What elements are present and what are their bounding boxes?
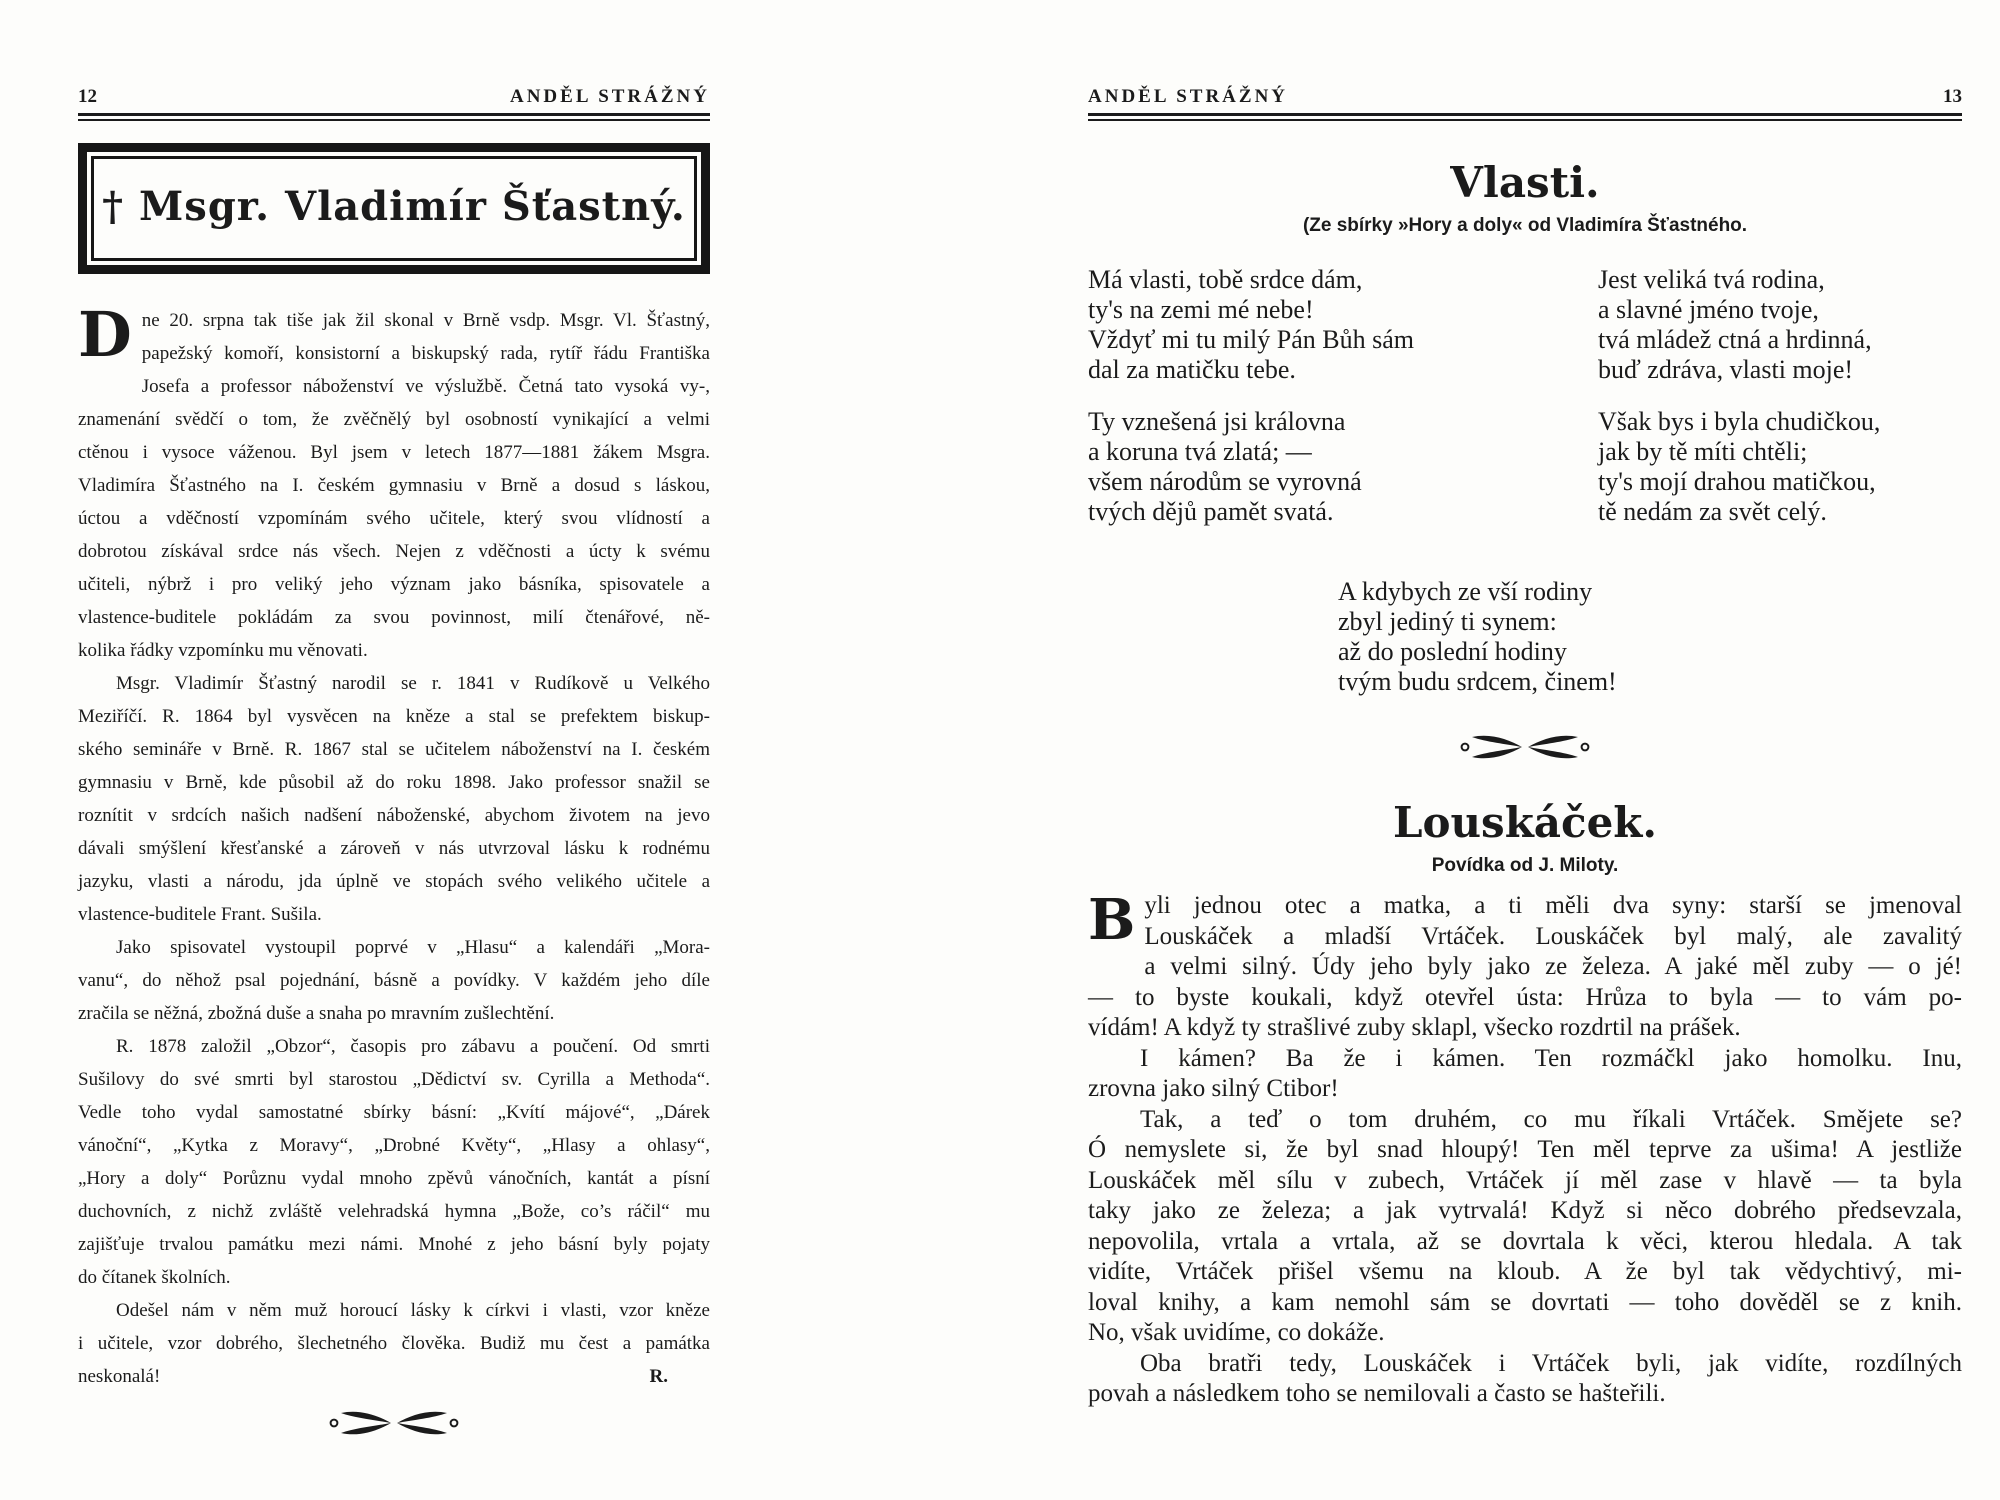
- text-line: do čítanek školních.: [78, 1267, 231, 1288]
- story-title: Louskáček.: [1392, 798, 1658, 847]
- text-line: yli jednou otec a matka, a ti měli dva syny: starší se jmenoval: [1144, 892, 1962, 919]
- text-line: dal za matičku tebe.: [1088, 355, 1296, 384]
- text-line: a velmi silný. Údy jeho byly jako ze železa. A jaké měl zuby — o jé!: [1144, 953, 1962, 980]
- story-paragraph: [1088, 1105, 1962, 1349]
- text-line: Msgr. Vladimír Šťastný narodil se r. 1841 v Rudíkově u Velkého: [116, 673, 710, 694]
- paragraph-lines: [78, 667, 710, 931]
- text-line: vídám! A když ty strašlivé zuby sklapl, všecko rozdrtil na prášek.: [1088, 1014, 1741, 1041]
- text-line: No, však uvidíme, co dokáže.: [1088, 1319, 1385, 1346]
- text-line: znamenání svědčí o tom, že zvěčnělý byl osobností vynikající a velmi: [78, 409, 710, 430]
- text-line: Sušilovy do své smrti byl starostou „Dědictví sv. Cyrilla a Methoda“.: [78, 1069, 710, 1090]
- dropcap-letter: D: [78, 298, 132, 371]
- text-line: ctěnou i vysoce váženou. Byl jsem v letech 1877—1881 žákem Msgra.: [78, 442, 710, 463]
- text-line: ského semináře v Brně. R. 1867 stal se učitelem náboženství na I. českém: [78, 739, 710, 760]
- text-line: učiteli, nýbrž i pro veliký jeho význam jako básníka, spisovatele a: [78, 574, 710, 595]
- dropcap-letter: B: [1088, 887, 1136, 953]
- article-paragraph: [78, 1030, 710, 1294]
- text-line: R. 1878 založil „Obzor“, časopis pro zábavu a poučení. Od smrti: [116, 1036, 710, 1057]
- text-line: kolika řádky vzpomínku mu věnovati.: [78, 640, 368, 661]
- page-number-left: 12: [78, 86, 97, 107]
- poem-stanza: [1088, 265, 1414, 385]
- text-line: gymnasiu v Brně, kde působil až do roku 1898. Jako professor snažil se: [78, 772, 710, 793]
- text-line: ne 20. srpna tak tiše jak žil skonal v Brně vsdp. Msgr. Vl. Šťastný,: [141, 310, 710, 331]
- text-line: povah a následkem toho se nemilovali a často se hašteřili.: [1088, 1380, 1666, 1407]
- text-line: zajišťuje trvalou památku mezi námi. Mnohé z jeho básní byly pojaty: [78, 1234, 710, 1255]
- text-line: Jest veliká tvá rodina,: [1598, 265, 1825, 294]
- memorial-box: [78, 143, 710, 274]
- text-line: I kámen? Ba že i kámen. Ten rozmáčkl jako homolku. Inu,: [1140, 1044, 1962, 1072]
- text-line: vánoční“, „Kytka z Moravy“, „Drobné Květy“, „Hlasy a ohlasy“,: [78, 1135, 710, 1156]
- text-line: jazyku, vlasti a národu, jda úplně ve stopách svého velikého učitele a: [78, 871, 710, 892]
- text-line: a koruna tvá zlatá; —: [1088, 437, 1312, 466]
- text-line: A kdybych ze vší rodiny: [1338, 577, 1593, 606]
- obituary-article: [78, 298, 710, 1393]
- text-line: Jako spisovatel vystoupil poprvé v „Hlasu“ a kalendáři „Mora-: [116, 937, 710, 958]
- text-line: vlastence-buditele Frant. Sušila.: [78, 904, 322, 925]
- paragraph-lines: [78, 931, 710, 1030]
- story-subtitle: [1088, 855, 1962, 877]
- text-line: tvá mládež ctná a hrdinná,: [1598, 325, 1872, 354]
- text-line: — to byste koukali, když otevřel ústa: Hrůza to byla — to vám po-: [1088, 983, 1962, 1011]
- text-line: tvým budu srdcem, činem!: [1338, 667, 1617, 696]
- article-paragraph: [78, 298, 710, 667]
- text-line: Tak, a teď o tom druhém, co mu říkali Vrtáček. Smějete se?: [1140, 1105, 1962, 1133]
- paragraph-lines: [78, 298, 710, 667]
- text-line: zrovna jako silný Ctibor!: [1088, 1075, 1339, 1102]
- text-line: Louskáček měl sílu v zubech, Vrtáček jí měl zase v hlavě — ta byla: [1088, 1166, 1962, 1194]
- memorial-box-inner: [91, 156, 697, 261]
- text-line: a slavné jméno tvoje,: [1598, 295, 1819, 324]
- poem-columns: [1088, 265, 1962, 533]
- text-line: ty's mojí drahou matičkou,: [1598, 467, 1876, 496]
- poem-stanza: [1598, 407, 1880, 527]
- left-running-header: [78, 86, 710, 113]
- text-line: Má vlasti, tobě srdce dám,: [1088, 265, 1363, 294]
- story-paragraph: [1088, 887, 1962, 1044]
- page-number-right: 13: [1943, 86, 1962, 107]
- text-line: Odešel nám v něm muž horoucí lásky k církvi i vlasti, vzor kněze: [116, 1300, 710, 1321]
- text-line: Louskáček a mladší Vrtáček. Louskáček byl malý, ale zavalitý: [1144, 922, 1962, 950]
- paragraph-lines: [78, 1030, 710, 1294]
- text-line: Ó nemyslete si, že byl snad hloupý! Ten měl teprve za ušima! A jestliže: [1088, 1136, 1962, 1163]
- paragraph-lines: [78, 1294, 710, 1360]
- story-paragraph: [1088, 1044, 1962, 1105]
- text-line: roznítit v srdcích našich nadšení náboženské, abychom životem na jevo: [78, 805, 710, 826]
- closing-text: neskonalá!: [78, 1366, 161, 1387]
- text-line: „Hory a doly“ Porůznu vydal mnoho zpěvů vánočních, kantát a písní: [78, 1168, 710, 1189]
- text-line: Oba bratři tedy, Louskáček i Vrtáček byli, jak vidíte, rozdílných: [1140, 1349, 1962, 1377]
- story-body: [1088, 887, 1962, 1410]
- article-paragraph: [78, 1294, 710, 1393]
- article-paragraph: [78, 667, 710, 931]
- text-line: papežský komoří, konsistorní a biskupský rada, rytíř řádu Františka: [141, 343, 710, 364]
- text-line: Meziříčí. R. 1864 byl vysvěcen na kněze a stal se prefektem biskup-: [78, 706, 710, 727]
- poem-subtitle: (Ze sbírky »Hory a doly« od Vladimíra Šťastného.: [1302, 215, 1748, 236]
- text-line: Vedle toho vydal samostatné sbírky básní: „Kvítí májové“, „Dárek: [78, 1102, 710, 1123]
- story-subtitle-prefix: Povídka od: [1431, 855, 1534, 876]
- right-running-header: [1088, 86, 1962, 113]
- paragraph-lines: [1088, 1105, 1962, 1349]
- header-rule-left: [78, 113, 710, 121]
- text-line: všem národům se vyrovná: [1088, 467, 1362, 496]
- text-line: duchovních, z nichž zvláště velehradská hymna „Bože, co’s ráčil“ mu: [78, 1201, 710, 1222]
- text-line: i učitele, vzor dobrého, šlechetného člověka. Budiž mu čest a památka: [78, 1333, 710, 1354]
- text-line: tvých dějů pamět svatá.: [1088, 497, 1334, 526]
- fleuron-icon: [329, 1407, 459, 1439]
- right-page: [1088, 86, 1962, 1410]
- text-line: tě nedám za svět celý.: [1598, 497, 1827, 526]
- author-signature: R.: [649, 1366, 668, 1387]
- text-line: až do poslední hodiny: [1338, 637, 1567, 666]
- text-line: dobrotou získával srdce nás všech. Nejen z vděčnosti a úcty k svému: [78, 541, 710, 562]
- fleuron-divider: [1088, 731, 1962, 763]
- text-line: úctou a vděčností vzpomínám svého učitele, který svou vlídností a: [78, 508, 710, 529]
- text-line: nepovolila, vrtala a vrtala, až se dovrtala k věci, kterou hledala. A tak: [1088, 1227, 1962, 1255]
- text-line: zračila se něžná, zbožná duše a snaha po mravním zušlechtění.: [78, 1003, 555, 1024]
- header-rule-right: [1088, 113, 1962, 121]
- fleuron-icon: [1460, 731, 1590, 763]
- poem-final-stanza: [1338, 577, 1962, 697]
- text-line: taky jako ze železa; a jak vytrvalá! Když si něco dobrého předsevzala,: [1088, 1197, 1962, 1224]
- poem-stanza: [1598, 265, 1880, 385]
- text-line: Ty vznešená jsi královna: [1088, 407, 1346, 436]
- memorial-title: † Msgr. Vladimír Šťastný.: [102, 183, 686, 230]
- text-line: dávali smýšlení křesťanské a zároveň v nás utvrzoval lásku k rodnému: [78, 838, 710, 859]
- text-line: Však bys i byla chudičkou,: [1598, 407, 1881, 436]
- text-line: jak by tě míti chtěli;: [1598, 437, 1808, 466]
- text-line: vanu“, do něhož psal pojednání, básně a povídky. V každém jeho díle: [78, 970, 710, 991]
- paragraph-lines: [1088, 1349, 1962, 1410]
- text-line: ty's na zemi mé nebe!: [1088, 295, 1314, 324]
- text-line: buď zdráva, vlasti moje!: [1598, 355, 1854, 384]
- article-paragraph: [78, 931, 710, 1030]
- poem-stanza: [1088, 407, 1414, 527]
- story-paragraph: [1088, 1349, 1962, 1410]
- text-line: Vždyť mi tu milý Pán Bůh sám: [1088, 325, 1414, 354]
- text-line: vlastence-buditele pokládám za svou povinnost, milí čtenářové, ně-: [78, 607, 710, 628]
- text-line: loval knihy, a kam nemohl sám se dovrtati — toho dověděl se z knih.: [1088, 1288, 1962, 1316]
- closing-line: [78, 1360, 710, 1393]
- poem-column-right: [1598, 265, 1880, 527]
- journal-title-right: ANDĚL STRÁŽNÝ: [1088, 86, 1289, 107]
- text-line: vidíte, Vrtáček přišel všemu na kloub. A že byl tak vědychtivý, mi-: [1088, 1258, 1962, 1285]
- poem-title: Vlasti.: [1450, 158, 1600, 207]
- poem-column-left: [1088, 265, 1414, 527]
- left-page: [78, 86, 710, 1439]
- fleuron-divider: [78, 1407, 710, 1439]
- paragraph-lines: [1088, 887, 1962, 1044]
- text-line: Vladimíra Šťastného na I. českém gymnasiu v Brně a dosud s láskou,: [78, 475, 710, 496]
- paragraph-lines: [1088, 1044, 1962, 1105]
- journal-title-left: ANDĚL STRÁŽNÝ: [509, 86, 710, 107]
- text-line: Josefa a professor náboženství ve výslužbě. Četná tato vysoká vy-,: [141, 376, 710, 397]
- text-line: zbyl jediný ti synem:: [1338, 607, 1557, 636]
- story-author: J. Miloty.: [1538, 855, 1619, 876]
